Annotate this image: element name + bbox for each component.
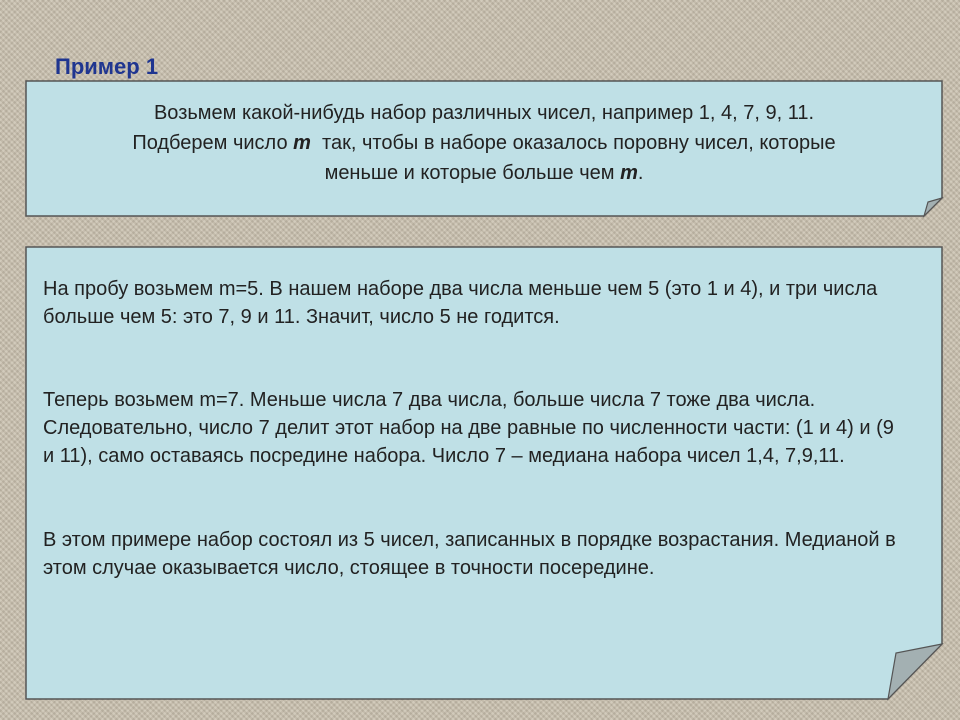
intro-line-2-end: так, чтобы в наборе оказалось поровну чисел, которые — [310, 132, 836, 154]
intro-note-text — [46, 98, 922, 188]
intro-line-3-end: . — [637, 162, 644, 184]
intro-note-box — [26, 81, 942, 216]
explanation-note-box — [26, 247, 942, 699]
variable-m: m — [293, 132, 311, 154]
intro-line-1: Возьмем какой-нибудь набор различных чисел, например 1, 4, 7, 9, 11. — [153, 102, 815, 124]
paragraph-conclusion: В этом примере набор состоял из 5 чисел, записанных в порядке возрастания. Медианой в этом случае оказывается число, стоящее в точности посередине. — [43, 529, 896, 579]
intro-line-2-start: Подберем число — [132, 132, 294, 154]
paragraph-trial-m7: Теперь возьмем m=7. Меньше числа 7 два числа, больше числа 7 тоже два числа. Следовательно, число 7 делит этот набор на две равные по численности части: (1 и 4) и (9 и 11), само оставаясь посредине набора. Число 7 – медиана набора чисел 1,4, 7,9,11. — [43, 389, 894, 467]
variable-m: m — [620, 162, 638, 184]
intro-line-3 — [46, 158, 922, 188]
intro-line-3-start: меньше и которые больше чем — [324, 162, 621, 184]
slide-title: Пример 1 — [55, 54, 159, 79]
intro-line-2 — [46, 128, 922, 158]
paragraph-trial-m5: На пробу возьмем m=5. В нашем наборе два числа меньше чем 5 (это 1 и 4), и три числа больше чем 5: это 7, 9 и 11. Значит, число 5 не годится. — [43, 278, 878, 328]
explanation-note-text — [43, 275, 902, 582]
